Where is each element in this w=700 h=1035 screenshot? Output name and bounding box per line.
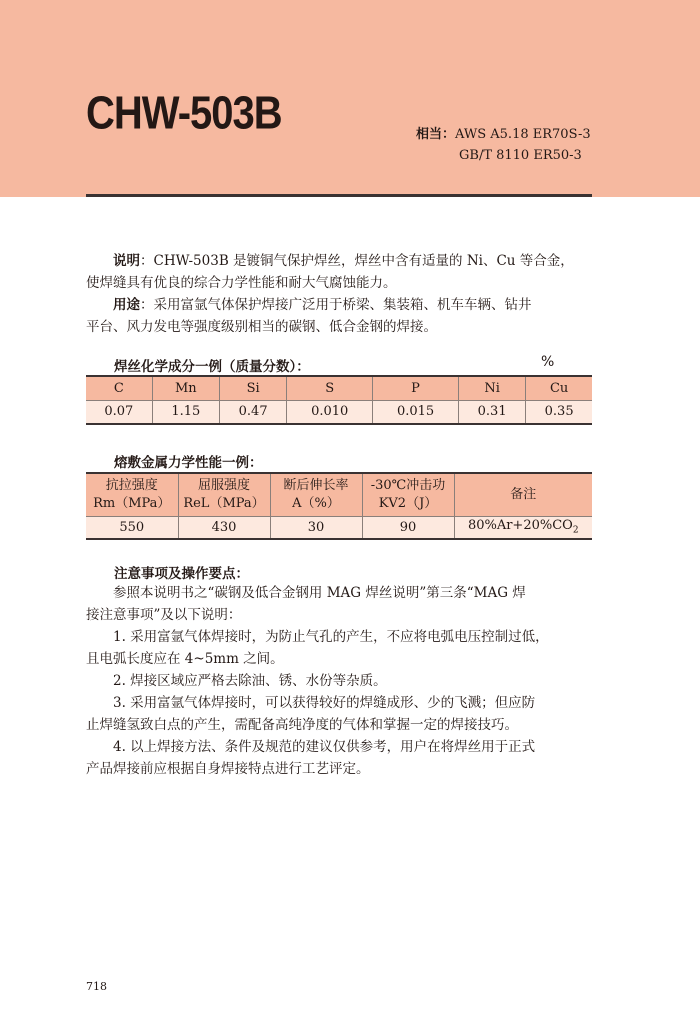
chem-unit: %: [541, 354, 555, 370]
table-header-cell: P: [373, 376, 459, 400]
table-header-row: [86, 376, 592, 400]
usage-label: 用途: [113, 297, 140, 313]
note-line: 止焊缝氢致白点的产生，需配备高纯净度的气体和掌握一定的焊接技巧。: [86, 717, 518, 733]
description-label: 说明: [113, 253, 140, 269]
table-cell: [454, 516, 592, 539]
table-header-row: [86, 473, 592, 516]
description-text-2: 使焊缝具有优良的综合力学性能和耐大气腐蚀能力。: [86, 275, 397, 291]
equiv-aws: AWS A5.18 ER70S-3: [455, 127, 591, 142]
mech-section-title: 熔敷金属力学性能一例：: [114, 455, 263, 471]
note-line: 1. 采用富氩气体焊接时，为防止气孔的产生，不应将电弧电压控制过低，: [113, 629, 549, 645]
note-line: 参照本说明书之“碳钢及低合金钢用 MAG 焊丝说明”第三条“MAG 焊: [113, 585, 526, 601]
usage-paragraph: [86, 294, 592, 338]
table-cell: 0.07: [86, 400, 152, 424]
table-header-cell: Cu: [526, 376, 592, 400]
note-line: 产品焊接前应根据自身焊接特点进行工艺评定。: [86, 761, 370, 777]
notes-section-title: 注意事项及操作要点：: [114, 566, 249, 582]
table-cell: 0.31: [458, 400, 525, 424]
chemical-composition-table: [86, 375, 592, 425]
page-number: 718: [86, 980, 107, 993]
table-header-cell: S: [287, 376, 373, 400]
chem-section-title: 焊丝化学成分一例（质量分数）：: [114, 359, 310, 375]
table-cell: 30: [270, 516, 362, 539]
table-cell: 0.010: [287, 400, 373, 424]
notes-body: [86, 582, 592, 780]
table-header-cell: 屈服强度 ReL（MPa）: [178, 473, 270, 516]
equiv-gbt: GB/T 8110 ER50-3: [459, 148, 582, 163]
table-header-cell: Mn: [152, 376, 219, 400]
table-cell: 0.35: [526, 400, 592, 424]
note-line: 且电弧长度应在 4~5mm 之间。: [86, 651, 284, 667]
usage-text-1: ：采用富氩气体保护焊接广泛用于桥梁、集装箱、机车车辆、钻井: [140, 297, 532, 313]
table-row: [86, 516, 592, 539]
table-header-cell: Si: [219, 376, 286, 400]
equivalent-standards: [416, 124, 591, 166]
header-divider: [86, 194, 592, 197]
table-cell: 550: [86, 516, 178, 539]
table-row: [86, 400, 592, 424]
product-title: CHW-503B: [86, 88, 282, 139]
table-header-cell: -30℃冲击功 KV2（J）: [362, 473, 454, 516]
note-line: 3. 采用富氩气体焊接时，可以获得较好的焊缝成形、少的飞溅；但应防: [113, 695, 536, 711]
table-cell: 90: [362, 516, 454, 539]
table-cell: 0.015: [373, 400, 459, 424]
mechanical-properties-table: [86, 472, 592, 540]
shielding-gas: 80%Ar+20%CO: [467, 518, 573, 534]
table-header-cell: 抗拉强度 Rm（MPa）: [86, 473, 178, 516]
table-cell: 430: [178, 516, 270, 539]
table-header-cell: C: [86, 376, 152, 400]
co2-subscript: 2: [572, 526, 579, 537]
note-line: 4. 以上焊接方法、条件及规范的建议仅供参考，用户在将焊丝用于正式: [113, 739, 536, 755]
table-header-cell: 断后伸长率 A（%）: [270, 473, 362, 516]
usage-text-2: 平台、风力发电等强度级别相当的碳钢、低合金钢的焊接。: [86, 319, 437, 335]
description-paragraph: [86, 250, 592, 294]
description-text-1: ：CHW-503B 是镀铜气保护焊丝，焊丝中含有适量的 Ni、Cu 等合金，: [140, 253, 574, 269]
table-header-cell: 备注: [454, 473, 592, 516]
table-cell: 0.47: [219, 400, 286, 424]
note-line: 接注意事项”及以下说明：: [86, 607, 242, 623]
table-cell: 1.15: [152, 400, 219, 424]
table-header-cell: Ni: [458, 376, 525, 400]
equiv-label: 相当：: [416, 127, 456, 142]
note-line: 2. 焊接区域应严格去除油、锈、水份等杂质。: [113, 673, 387, 689]
